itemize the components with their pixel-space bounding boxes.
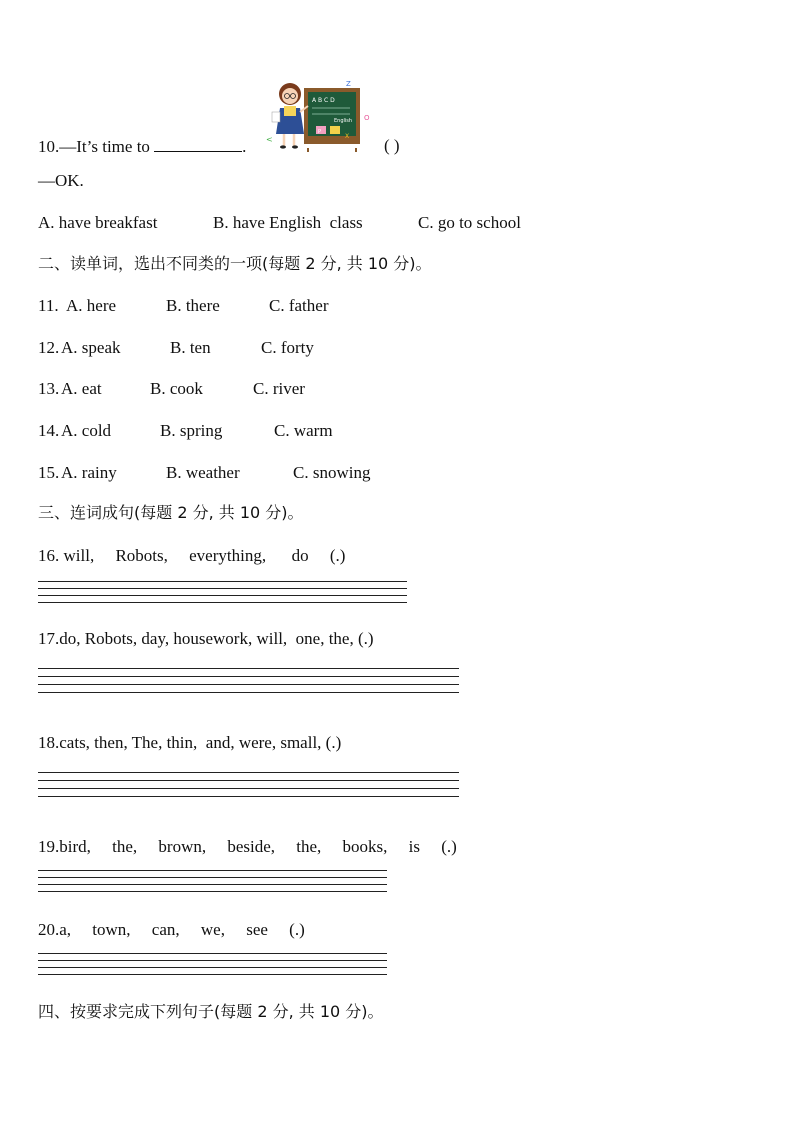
answer-line[interactable] [38,581,407,582]
q10-blank[interactable] [154,136,242,152]
q15-option-a[interactable]: A. rainy [61,463,117,482]
q14-number: 14. [38,421,60,440]
answer-line[interactable] [38,974,387,975]
float-letter-p: P [318,129,322,135]
answer-line[interactable] [38,595,407,596]
q17-words: 17.do, Robots, day, housework, will, one, the, (.) [38,629,374,648]
answer-line[interactable] [38,870,387,871]
answer-line[interactable] [38,772,459,773]
answer-line[interactable] [38,788,459,789]
section4-title: 四、按要求完成下列句子(每题 2 分, 共 10 分)。 [38,1002,384,1021]
q10-line [38,136,246,157]
answer-line[interactable] [38,602,407,603]
answer-line[interactable] [38,780,459,781]
answer-line[interactable] [38,692,459,693]
answer-line[interactable] [38,684,459,685]
answer-line[interactable] [38,967,387,968]
q18-words: 18.cats, then, The, thin, and, were, small, (.) [38,733,342,752]
q11-number: 11. [38,296,59,315]
answer-line[interactable] [38,668,459,669]
float-letter-z: Z [346,80,351,88]
answer-line[interactable] [38,891,387,892]
q18-answer-lines[interactable] [38,772,459,804]
q12-number: 12. [38,338,60,357]
board-word: English [334,118,353,124]
q10-answer-paren[interactable]: ( ) [384,136,400,155]
q13-option-b[interactable]: B. cook [150,379,203,398]
q11-option-a[interactable]: A. here [66,296,117,315]
q14-option-c[interactable]: C. warm [274,421,333,440]
q13-option-c[interactable]: C. river [253,379,305,398]
board-letters: A B C D [312,97,335,104]
float-letter-lt: < [266,135,273,144]
q10-prompt: —It’s time to [59,137,155,156]
q10-number: 10. [38,137,60,156]
q16-answer-lines[interactable] [38,581,407,609]
q10-period: . [242,137,247,156]
q13-option-a[interactable]: A. eat [61,379,102,398]
q12-option-b[interactable]: B. ten [170,338,211,357]
q10-option-a[interactable]: A. have breakfast [38,213,158,232]
q20-words: 20.a, town, can, we, see (.) [38,920,305,939]
answer-line[interactable] [38,588,407,589]
q12-option-c[interactable]: C. forty [261,338,314,357]
answer-line[interactable] [38,877,387,878]
section3-title: 三、连词成句(每题 2 分, 共 10 分)。 [38,503,304,522]
q13-number: 13. [38,379,60,398]
answer-line[interactable] [38,676,459,677]
q15-option-c[interactable]: C. snowing [293,463,371,482]
teacher-blackboard-illustration [264,78,376,154]
q11-option-b[interactable]: B. there [166,296,220,315]
q16-words: 16. will, Robots, everything, do (.) [38,546,346,565]
answer-line[interactable] [38,796,459,797]
q14-option-b[interactable]: B. spring [160,421,223,440]
q12-option-a[interactable]: A. speak [61,338,121,357]
q11-option-c[interactable]: C. father [269,296,329,315]
q19-answer-lines[interactable] [38,870,387,898]
answer-line[interactable] [38,960,387,961]
q14-option-a[interactable]: A. cold [61,421,112,440]
float-letter-x: X [345,133,350,140]
q15-option-b[interactable]: B. weather [166,463,240,482]
q10-reply: —OK. [38,171,84,190]
q17-answer-lines[interactable] [38,668,459,700]
q20-answer-lines[interactable] [38,953,387,981]
q15-number: 15. [38,463,60,482]
float-letter-o: O [364,114,370,122]
section2-title: 二、读单词，选出不同类的一项(每题 2 分, 共 10 分)。 [38,254,432,273]
q10-option-c[interactable]: C. go to school [418,213,521,232]
q10-option-b[interactable]: B. have English class [213,213,363,232]
q19-words: 19.bird, the, brown, beside, the, books, is (.) [38,837,457,856]
answer-line[interactable] [38,953,387,954]
answer-line[interactable] [38,884,387,885]
